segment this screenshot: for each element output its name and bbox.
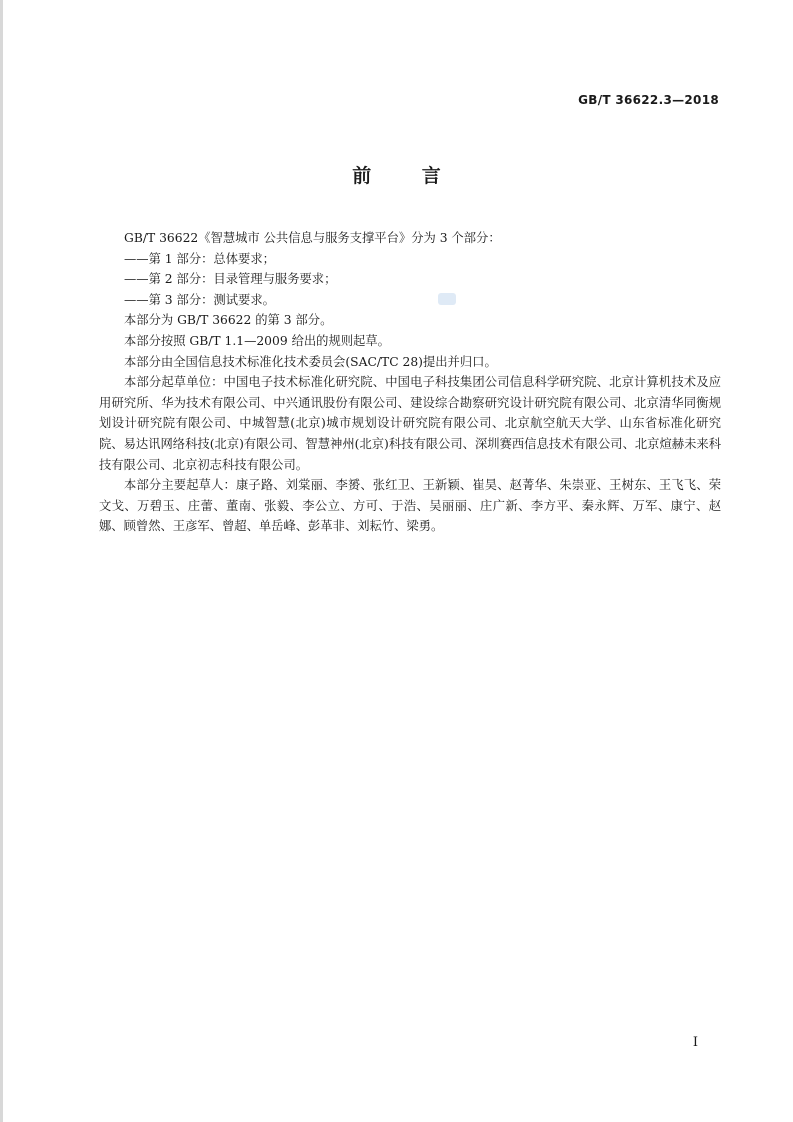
this-part-paragraph: 本部分为 GB/T 36622 的第 3 部分。 (124, 313, 333, 328)
drafters-paragraph: 本部分主要起草人：康子路、刘棠丽、李赟、张红卫、王新颖、崔昊、赵菁华、朱崇亚、王树东、王飞飞、荣文戈、万碧玉、庄蕾、董南、张毅、李公立、方可、于浩、吴丽丽、庄广新、李方平、秦永辉、万军、康宁、赵娜、顾曾然、王彦军、曾超、单岳峰、彭革非、刘耘竹、梁勇。 (99, 478, 721, 534)
list-item: ——第 3 部分：测试要求。 (124, 292, 275, 307)
page-title: 前 言 (352, 165, 463, 187)
standard-code-header: GB/T 36622.3—2018 (578, 93, 719, 107)
page-number: I (692, 1035, 698, 1050)
list-item: ——第 2 部分：目录管理与服务要求； (124, 272, 337, 287)
proposed-by-paragraph: 本部分由全国信息技术标准化技术委员会(SAC/TC 28)提出并归口。 (124, 354, 497, 369)
drafting-units-paragraph: 本部分起草单位：中国电子技术标准化研究院、中国电子科技集团公司信息科学研究院、北京计算机技术及应用研究所、华为技术有限公司、中兴通讯股份有限公司、建设综合勘察研究设计研究院有限公司、北京清华同衡规划设计研究院有限公司、中城智慧(北京)城市规划设计研究院有限公司、北京航空航天大学、山东省标准化研究院、易达讯网络科技(北京)有限公司、智慧神州(北京)科技有限公司、深圳赛西信息技术有限公司、北京煊赫未来科技有限公司、北京初志科技有限公司。 (99, 375, 721, 472)
intro-paragraph: GB/T 36622《智慧城市 公共信息与服务支撑平台》分为 3 个部分： (124, 231, 501, 245)
list-item: ——第 1 部分：总体要求； (124, 251, 275, 266)
foreword-body (99, 228, 721, 537)
drafting-rules-paragraph: 本部分按照 GB/T 1.1—2009 给出的规则起草。 (124, 333, 390, 348)
